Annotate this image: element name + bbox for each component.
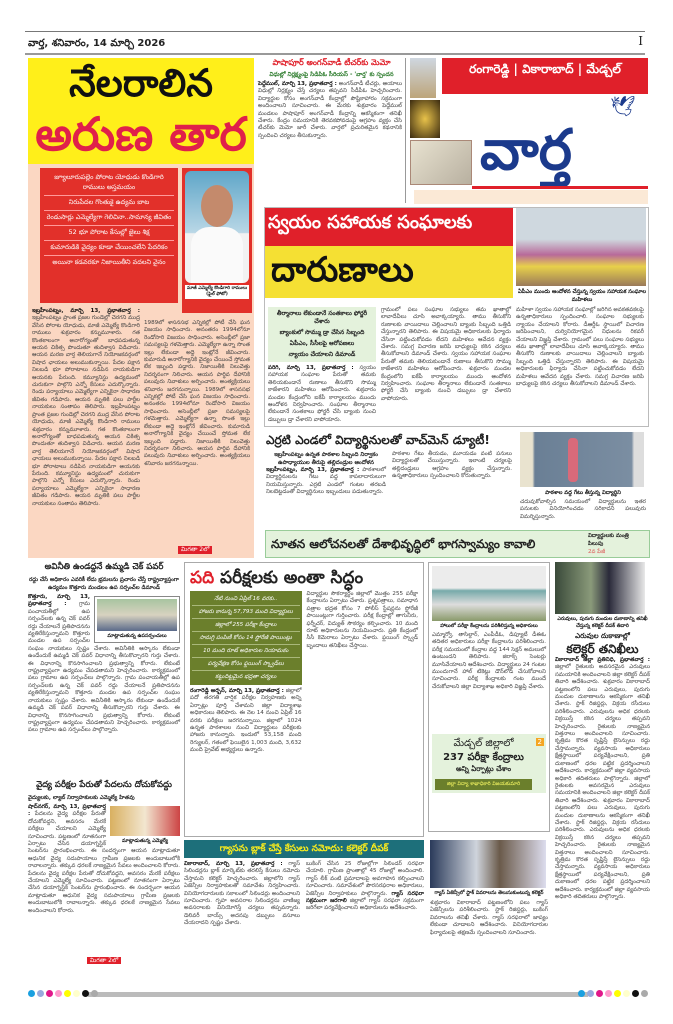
tenth-story — [184, 562, 424, 837]
page-marker: I — [638, 34, 643, 48]
gas-body-col-1: వికారాబాద్, మార్చి 13, ప్రభాతవార్త : గ్యాస్ సిలిండర్లను బ్లాక్ మార్కెట్‌కు తరలిస్తే కేసులు నమోదు చేస్తామని కలెక్టర్ హెచ్చరించారు. జిల్లాలోని గ్యాస్ ఏజెన్సీల నిర్వాహకులతో సమావేశం నిర్వహించారు. వినియోగదారులకు సకాలంలో సిలిండర్లు అందించాలని సూచించారు. గృహ అవసరాల సిలిండర్లను వాణిజ్య అవసరాలకు వినియోగిస్తే చర్యలు తప్పవన్నారు. డెలివరీ బాయ్స్ అదనపు డబ్బులు వసూలు చేయరాదని స్పష్టం చేశారు. — [184, 861, 301, 927]
station-image — [410, 140, 472, 185]
page-dateline: వార్త, శనివారం, 14 మార్చి 2026 — [28, 38, 166, 49]
lead-photo-caption: మాజీ ఎమ్మెల్యే కొండిగారి రాములు (ఫైల్ ఫోటో) — [186, 286, 248, 297]
fertilizer-story — [555, 562, 650, 977]
lead-story — [28, 58, 254, 558]
shg-sidebar: తీర్మానాలు లేకుండానే సంతకాలు ఫోర్జరీ చేశారు బ్యాంకులో సొమ్ము డ్రా చేసిన సిబ్బంది ఏపీఎం, సీసీలపై ఆరోపణలు న్యాయం చేయాలని డిమాండ్ — [268, 307, 376, 362]
lead-bullets — [40, 168, 178, 303]
check-power-story — [28, 562, 180, 776]
vaartha-logo: వార్త — [480, 118, 572, 183]
lead-continued-tag: మిగతా 2లో — [178, 546, 212, 554]
medical-subhead: వైద్యులకు, ల్యాబ్ నిర్వాహకులకు ఎమ్మెల్యే హితవు — [28, 795, 135, 801]
gas-headline: గ్యాసను బ్లాక్ చేస్తే కేసులు నమోదు: కలెక్టర్ దీపక్ — [184, 840, 424, 858]
gas-body-col-2: బుకింగ్ చేసిన 25 రోజుల్లోగా సిలిండర్ సరఫరా చేయాలి. గ్రామీణ ప్రాంతాల్లో 45 రోజుల్లో అందించాలి. గ్యాస్ లీక్ వంటి ప్రమాదాలపై అవగాహన కల్పించాలని సూచించారు. సమావేశంలో పౌరసరఫరాల అధికారులు, ఏజెన్సీల నిర్వాహకులు పాల్గొన్నారు. గ్యాస్ సరఫరా సక్రమంగా జరగాలి జిల్లాలో గ్యాస్ సరఫరా సక్రమంగా జరిగేలా పర్యవేక్షించాలని అధికారులను ఆదేశించారు. — [306, 861, 424, 912]
watchman-photo-caption: పాఠశాల వద్ద గేటు తీస్తున్న విద్యార్థిని — [545, 490, 621, 496]
gas-photo-caption: గ్యాస్ ఏజెన్సీలో స్టాక్ వివరాలను తెలుసుకుంటున్న కలెక్టర్ — [434, 890, 544, 896]
shg-body-col-2: గ్రామంలో పలు సంఘాల సభ్యులు తమ ఖాతాల్లో లావాదేవీలు చూసి అవాక్కయ్యారు. తాము తీసుకోని రుణాలకు వాయిదాలు చెల్లించాలని బ్యాంకు సిబ్బంది ఒత్తిడి చేస్తున్నారని తెలిపారు. ఈ విషయమై అధికారులకు ఫిర్యాదు చేసినా పట్టించుకోవడం లేదని మహిళలు ఆవేదన వ్యక్తం చేశారు. సమగ్ర విచారణ జరిపి బాధ్యులపై కఠిన చర్యలు తీసుకోవాలని డిమాండ్ చేశారు. స్వయం సహాయక సంఘాల పేరుతో తమకు తెలియకుండానే రుణాలు తీసుకొని సొమ్ము కాజేశారని మహిళలు ఆరోపించారు. శుక్రవారం మండల కేంద్రంలోని ఐకేపీ కార్యాలయం ముందు ఆందోళన నిర్వహించారు. సంఘాల తీర్మానాలు లేకుండానే సంతకాలు ఫోర్జరీ చేసి బ్యాంకు నుంచి డబ్బులు డ్రా చేశారని వాపోయారు. — [381, 307, 511, 402]
fertilizer-body: వికారాబాద్ జిల్లా ప్రతినిధి, ప్రభాతవార్త : జిల్లాలో రైతులకు అవసరమైన ఎరువులు సమయానికి అందించాలని జిల్లా కలెక్టర్ దీపక్ తివారి ఆదేశించారు. శుక్రవారం వికారాబాద్ పట్టణంలోని పలు ఎరువులు, పురుగు మందుల దుకాణాలను ఆకస్మికంగా తనిఖీ చేశారు. స్టాక్ రిజిస్టర్లు, విక్రయ రసీదులు పరిశీలించారు. ఎరువులను అధిక ధరలకు విక్రయిస్తే కఠిన చర్యలు తప్పవని హెచ్చరించారు. రైతులకు నాణ్యమైన విత్తనాలు అందించాలని సూచించారు. కృత్రిమ కొరత సృష్టిస్తే లైసెన్సులు రద్దు చేస్తామన్నారు. వ్యవసాయ అధికారులు క్షేత్రస్థాయిలో పర్యవేక్షించాలని, ప్రతి దుకాణంలో ధరల పట్టిక ప్రదర్శించాలని ఆదేశించారు. కార్యక్రమంలో జిల్లా వ్యవసాయ అధికారి తదితరులు పాల్గొన్నారు. జిల్లాలో రైతులకు అవసరమైన ఎరువులు సమయానికి అందించాలని జిల్లా కలెక్టర్ దీపక్ తివారి ఆదేశించారు. శుక్రవారం వికారాబాద్ పట్టణంలోని పలు ఎరువులు, పురుగు మందుల దుకాణాలను ఆకస్మికంగా తనిఖీ చేశారు. స్టాక్ రిజిస్టర్లు, విక్రయ రసీదులు పరిశీలించారు. ఎరువులను అధిక ధరలకు విక్రయిస్తే కఠిన చర్యలు తప్పవని హెచ్చరించారు. రైతులకు నాణ్యమైన విత్తనాలు అందించాలని సూచించారు. కృత్రిమ కొరత సృష్టిస్తే లైసెన్సులు రద్దు చేస్తామన్నారు. వ్యవసాయ అధికారులు క్షేత్రస్థాయిలో పర్యవేక్షించాలని, ప్రతి దుకాణంలో ధరల పట్టిక ప్రదర్శించాలని ఆదేశించారు. కార్యక్రమంలో జిల్లా వ్యవసాయ అధికారి తదితరులు పాల్గొన్నారు. — [555, 657, 650, 900]
lead-body-col-2: 1989లో శాసనసభ ఎన్నికల్లో పోటీ చేసి ఘన విజయం సాధించారు. అనంతరం 1994లోనూ రెండోసారి విజయం సాధించారు. అసెంబ్లీలో ప్రజా సమస్యలపై గళమెత్తారు. ఎమ్మెల్యేగా ఉన్నా సొంత ఇల్లు లేకుండా అద్దె ఇంట్లోనే జీవించారు. కుమారుడి అనారోగ్యానికి వైద్యం చేయించే స్తోమత లేక ఇబ్బంది పడ్డారు. నిజాయితీకి నిలువెత్తు నిదర్శనంగా నిలిచారు. ఆయన పార్థివ దేహానికి పలువురు నివాళులు అర్పించారు. అంత్యక్రియలు శనివారం జరగనున్నాయి. 1989లో శాసనసభ ఎన్నికల్లో పోటీ చేసి ఘన విజయం సాధించారు. అనంతరం 1994లోనూ రెండోసారి విజయం సాధించారు. అసెంబ్లీలో ప్రజా సమస్యలపై గళమెత్తారు. ఎమ్మెల్యేగా ఉన్నా సొంత ఇల్లు లేకుండా అద్దె ఇంట్లోనే జీవించారు. కుమారుడి అనారోగ్యానికి వైద్యం చేయించే స్తోమత లేక ఇబ్బంది పడ్డారు. నిజాయితీకి నిలువెత్తు నిదర్శనంగా నిలిచారు. ఆయన పార్థివ దేహానికి పలువురు నివాళులు అర్పించారు. అంత్యక్రియలు శనివారం జరగనున్నాయి. — [144, 320, 250, 467]
shg-photo-caption: ఏపీఎం ముందు ఆందోళన చేస్తున్న స్వయం సహాయక సంఘాల మహిళలు — [517, 289, 647, 303]
medical-story — [28, 780, 180, 978]
watchman-body-col-2: పాఠశాల గేటు తీయడం, మూయడం వంటి పనులు విద్యార్థులతో చేయిస్తున్నారు. ఇలాంటి చర్యలపై తల్లిదండ్రులు ఆగ్రహం వ్యక్తం చేస్తున్నారు. ఉన్నతాధికారులు స్పందించాలని కోరుతున్నారు. — [392, 451, 512, 480]
dove-icon: 🕊 — [610, 94, 636, 118]
exam-hall-caption: హాలులో పరీక్షా కేంద్రాలను పరిశీలిస్తున్న అధికారులు — [440, 623, 538, 629]
check-power-photo: మాట్లాడుతున్న ఉపసర్పంచులు — [94, 596, 180, 643]
medical-body: మాట్లాడుతున్న ఎమ్మెల్యే షాద్‌నగర్, మార్చి 13, ప్రభాతవార్త : పేదలను వైద్య పరీక్షల పేరుతో దోచుకోవద్దని, అవసరం మేరకే పరీక్షలు చేయాలని ఎమ్మెల్యే సూచించారు. పట్టణంలో నూతనంగా ఏర్పాటు చేసిన డయాగ్నస్టిక్ సెంటర్‌ను ప్రారంభించారు. ఈ సందర్భంగా ఆయన మాట్లాడుతూ ఆధునిక వైద్య సదుపాయాలు గ్రామీణ ప్రజలకు అందుబాటులోకి రావాలన్నారు. తక్కువ ధరలకే నాణ్యమైన సేవలు అందించాలని కోరారు. పేదలను వైద్య పరీక్షల పేరుతో దోచుకోవద్దని, అవసరం మేరకే పరీక్షలు చేయాలని ఎమ్మెల్యే సూచించారు. పట్టణంలో నూతనంగా ఏర్పాటు చేసిన డయాగ్నస్టిక్ సెంటర్‌ను ప్రారంభించారు. ఈ సందర్భంగా ఆయన మాట్లాడుతూ ఆధునిక వైద్య సదుపాయాలు గ్రామీణ ప్రజలకు అందుబాటులోకి రావాలన్నారు. తక్కువ ధరలకే నాణ్యమైన సేవలు అందించాలని కోరారు. — [28, 804, 180, 914]
watchman-subhead: ఇబ్రహీంపట్నం ఉన్నత పాఠశాల సిబ్బంది నిర్వాకం ఉపాధ్యాయుల తీరుపై తల్లిదండ్రుల ఆందోళన — [274, 452, 378, 466]
nutana-banner — [265, 530, 650, 558]
tenth-headline: పది పరీక్షలకు అంతా సిద్ధం — [190, 568, 364, 588]
lead-bullet: అయినా కడవరకూ నిజాయితీని వదలని వైనం — [52, 258, 166, 266]
fertilizer-kicker: ఎరువుల దుకాణాల్లో — [575, 632, 630, 640]
memo-story — [258, 58, 406, 203]
watchman-body-col-3: చదువుకోవాల్సిన సమయంలో విద్యార్థులను ఇతర పనులకు వినియోగించడం సరికాదని పలువురు విమర్శిస్తున్నారు. — [520, 499, 646, 520]
medical-headline: వైద్య పరీక్షల పేరుతో పేదలను దోచుకోవద్దు — [36, 780, 172, 790]
medchal-box: మేడ్చల్ జిల్లాలో 237 పరీక్షా కేంద్రాలు అన్ని ఏర్పాట్లు చేశాం జిల్లా విద్యా శాఖాధికారి విజయకుమారి 2 — [432, 734, 546, 793]
tenth-body-col-1: రంగారెడ్డి అర్బన్, మార్చి 13, ప్రభాతవార్త : జిల్లాలో పదో తరగతి వార్షిక పరీక్షల నిర్వహణకు అన్ని ఏర్పాట్లు పూర్తి చేశామని జిల్లా విద్యాశాఖ అధికారులు తెలిపారు. ఈ నెల 14 నుంచి ఏప్రిల్ 16 వరకు పరీక్షలు జరగనున్నాయి. జిల్లాలో 1024 ఉన్నత పాఠశాలల నుంచి విద్యార్థులు పరీక్షలకు హాజరు కానున్నారు. ఇందులో 53,158 మంది రెగ్యులర్, గతంలో ఫెయిలైన 1,003 మంది, 3,632 మంది ప్రైవేట్ అభ్యర్థులు ఉన్నారు. — [190, 688, 302, 754]
tenth-highlights-box: నేటి నుంచి ఏప్రిల్ 16 వరకు.. హాజరు కానున్న 57,793 మంది విద్యార్థులు జిల్లాలో 255 పరీక్షా కేంద్రాలు సామగ్రి పంపిణీ కోసం 14 స్టోరేజీ పాయింట్లు 10 మంది రూట్ అధికారుల నియామకం పర్యవేక్షణ కోసం ఫ్లయింగ్ స్క్వాడ్‌లు కట్టుదిట్టమైన భద్రతా చర్యలు — [190, 591, 302, 685]
idol-image — [410, 100, 440, 138]
lead-photo — [182, 168, 252, 313]
exam-hall-body: ఎమ్మార్వో, తాసిల్దార్, ఎంపీడీఓ, డిప్యూటీ డీఈఓ తదితర అధికారులు పరీక్షా కేంద్రాలను పరిశీలించారు. పరీక్ష సమయంలో కేంద్రాల వద్ద 144 సెక్షన్ అమలులో ఉంటుందని తెలిపారు. జిరాక్స్ సెంటర్లు మూసివేయాలని ఆదేశించారు. విద్యార్థులు 24 గంటల ముందుగానే హాల్ టికెట్లు డౌన్‌లోడ్ చేసుకోవాలని సూచించారు. పరీక్ష కేంద్రాలకు గంట ముందే చేరుకోవాలని జిల్లా విద్యాశాఖ అధికారి విజ్ఞప్తి చేశారు. — [432, 632, 546, 690]
nutana-page-ref: 2వ పేజీ — [588, 549, 606, 555]
memo-headline: పాషాపూర్ అంగన్‌వాడీ టీచర్‌కు మెమో — [272, 58, 391, 67]
lead-headline-1: నేలరాలిన — [69, 61, 213, 105]
watchman-photo — [520, 432, 644, 487]
lead-headline-2: అరుణ తార — [35, 107, 247, 161]
check-power-subhead: రద్దు చేసే అధికారం ఎవరికీ లేదు భ్రమలను ప్రచారం చేస్తే రాష్ట్రవ్యాప్తంగా ఉద్యమం కొత్తూరు మండలం ఉప సర్పంచ్‌ల డిమాండ్ — [28, 577, 179, 591]
watchman-body-col-1: ఇబ్రహీంపట్నం, మార్చి 13, ప్రభాతవార్త : పాఠశాలలో విద్యార్థినులను గేటు వద్ద కాపలాదారులుగా నియమిస్తున్నారు. ఎర్రటి ఎండలో గంటల తరబడి నిలబెట్టడంతో విద్యార్థినులు ఇబ్బందులు పడుతున్నారు. — [266, 467, 386, 496]
lead-bullet: కుమారుడికి వైద్యం కూడా చేయించలేని పేదరికం — [44, 241, 174, 256]
shg-body-col-1: పరిగి, మార్చి 13, ప్రభాతవార్త : స్వయం సహాయక సంఘాల పేరుతో తమకు తెలియకుండానే రుణాలు తీసుకొని సొమ్ము కాజేశారని మహిళలు ఆరోపించారు. శుక్రవారం మండల కేంద్రంలోని ఐకేపీ కార్యాలయం ముందు ఆందోళన నిర్వహించారు. సంఘాల తీర్మానాలు లేకుండానే సంతకాలు ఫోర్జరీ చేసి బ్యాంకు నుంచి డబ్బులు డ్రా చేశారని వాపోయారు. — [268, 365, 377, 423]
shg-headline-2: దారుణాలు — [265, 246, 513, 298]
lead-bullet: రెండుసార్లు ఎమ్మెల్యేగా గెలిచినా..సామాన్య జీవితం — [44, 211, 174, 226]
shg-body-col-3: మహిళా స్వయం సహాయక సంఘాల్లో జరిగిన అవకతవకలపై ఉన్నతాధికారులు స్పందించాలి. సంఘాల సభ్యులకు న్యాయం చేయాలని కోరారు. డీఆర్డీఓ స్థాయిలో విచారణ జరిపించాలని, దుర్వినియోగమైన నిధులను రికవరీ చేయాలని విజ్ఞప్తి చేశారు. గ్రామంలో పలు సంఘాల సభ్యులు తమ ఖాతాల్లో లావాదేవీలు చూసి అవాక్కయ్యారు. తాము తీసుకోని రుణాలకు వాయిదాలు చెల్లించాలని బ్యాంకు సిబ్బంది ఒత్తిడి చేస్తున్నారని తెలిపారు. ఈ విషయమై అధికారులకు ఫిర్యాదు చేసినా పట్టించుకోవడం లేదని మహిళలు ఆవేదన వ్యక్తం చేశారు. సమగ్ర విచారణ జరిపి బాధ్యులపై కఠిన చర్యలు తీసుకోవాలని డిమాండ్ చేశారు. — [516, 307, 645, 388]
nutana-side: విద్యార్థులకు మంత్రి పిలుపు — [588, 533, 629, 547]
districts-band: రంగారెడ్డి | వికారాబాద్ | మేడ్చల్ — [442, 58, 648, 94]
fertilizer-photo — [555, 562, 645, 614]
masthead — [410, 58, 648, 203]
fertilizer-caption: ఎరువులు, పురుగు మందుల దుకాణాన్ని తనిఖీ చేస్తున్న కలెక్టర్ దీపక్ తివారి — [557, 616, 648, 629]
lead-bullet: జ్యూలూరుపల్లెం పోరాట యోధుడు కొండిగారి రాములు అస్తమయం — [44, 171, 174, 196]
gas-body-col-3: శుక్రవారం వికారాబాద్ పట్టణంలోని పలు గ్యాస్ ఏజెన్సీలను పరిశీలించారు. స్టాక్ రిజిస్టర్లు, బుకింగ్ వివరాలను తనిఖీ చేశారు. గ్యాస్ సరఫరాలో జాప్యం లేకుండా చూడాలని ఆదేశించారు. వినియోగదారుల ఫిర్యాదులపై తక్షణమే స్పందించాలని సూచించారు. — [430, 900, 548, 936]
watchman-story — [264, 432, 649, 527]
temple-image — [410, 58, 436, 98]
registration-bar — [28, 990, 648, 998]
lead-bullet: 52 భూ పోరాట కేసుల్లో జైలు శిక్ష — [44, 226, 174, 241]
lead-body-col-1: ఇబ్రహీంపట్నం, మార్చి 13, ప్రభాతవార్త : ఇబ్రహీంపట్నం ప్రాంత ప్రజల గుండెల్లో చెరగని ముద్ర వేసిన పోరాట యోధుడు, మాజీ ఎమ్మెల్యే కొండిగారి రాములు శుక్రవారం కన్నుమూశారు. గత కొంతకాలంగా అనారోగ్యంతో బాధపడుతున్న ఆయన చికిత్స పొందుతూ తుదిశ్వాస విడిచారు. ఆయన మరణ వార్త తెలియగానే నియోజకవర్గంలో విషాద ఛాయలు అలుముకున్నాయి. పేదల పక్షాన నిలబడి భూ పోరాటాలు నడిపిన నాయకుడిగా ఆయనకు పేరుంది. కమ్యూనిస్టు ఉద్యమంలో చురుకుగా పాల్గొని ఎన్నో కేసులు ఎదుర్కొన్నారు. రెండు పర్యాయాలు ఎమ్మెల్యేగా ఎన్నికైనా సాధారణ జీవితం గడిపారు. ఆయన మృతికి పలు పార్టీల నాయకులు సంతాపం తెలిపారు. ఇబ్రహీంపట్నం ప్రాంత ప్రజల గుండెల్లో చెరగని ముద్ర వేసిన పోరాట యోధుడు, మాజీ ఎమ్మెల్యే కొండిగారి రాములు శుక్రవారం కన్నుమూశారు. గత కొంతకాలంగా అనారోగ్యంతో బాధపడుతున్న ఆయన చికిత్స పొందుతూ తుదిశ్వాస విడిచారు. ఆయన మరణ వార్త తెలియగానే నియోజకవర్గంలో విషాద ఛాయలు అలుముకున్నాయి. పేదల పక్షాన నిలబడి భూ పోరాటాలు నడిపిన నాయకుడిగా ఆయనకు పేరుంది. కమ్యూనిస్టు ఉద్యమంలో చురుకుగా పాల్గొని ఎన్నో కేసులు ఎదుర్కొన్నారు. రెండు పర్యాయాలు ఎమ్మెల్యేగా ఎన్నికైనా సాధారణ జీవితం గడిపారు. ఆయన మృతికి పలు పార్టీల నాయకులు సంతాపం తెలిపారు. — [32, 308, 141, 507]
lead-bullet: నిరుపేదల గొంతుకై ఉద్యమ బాట — [44, 196, 174, 211]
medical-continued-tag: మిగతా 2లో — [87, 957, 121, 964]
tenth-body-col-2: విద్యార్థుల సౌకర్యార్థం జిల్లాలో మొత్తం 255 పరీక్షా కేంద్రాలను ఏర్పాటు చేశారు. ప్రశ్నపత్రాలు, సమాధాన పత్రాల భద్రత కోసం 7 పోలీస్ స్టేషన్లను స్టోరేజీ పాయింట్లుగా గుర్తించారు. పరీక్ష కేంద్రాల్లో తాగునీరు, ఫర్నీచర్, విద్యుత్ సౌకర్యం కల్పించారు. 10 మంది రూట్ అధికారులను నియమించారు. ప్రతి కేంద్రంలో సీసీ కెమెరాలు ఏర్పాటు చేశారు. ఫ్లయింగ్ స్క్వాడ్ బృందాలు తనిఖీలు చేస్తాయి. — [306, 591, 418, 649]
nutana-headline: నూతన ఆలోచనలతో దేశాభివృద్ధిలో భాగస్వామ్యం కావాలి — [271, 536, 536, 551]
watchman-headline: ఎర్రటి ఎండలో విద్యార్థినులతో వాచ్‌మెన్ డ్యూటీ! — [266, 433, 490, 447]
check-power-headline: అవినీతి ఉండద్దనే ఉమ్మడి చెక్ పవర్ — [44, 562, 164, 572]
shg-photo — [516, 208, 646, 286]
exam-hall-photo — [432, 566, 546, 621]
gas-story — [184, 840, 550, 980]
memo-body: పెద్దేముల్, మార్చి 13, ప్రభాతవార్త : అంగన్‌వాడీ టీచర్లు, ఆయాలు విధుల్లో నిర్లక్ష్యం చేస్తే చర్యలు తప్పవని సీడీపీఓ హెచ్చరించారు. విద్యార్థుల కోసం అంగన్‌వాడీ కేంద్రాల్లో పౌష్టికాహారం సక్రమంగా అందించాలని సూచించారు. ఈ మేరకు శుక్రవారం పెద్దేముల్ మండలం పాషాపూర్ అంగన్‌వాడీ కేంద్రాన్ని ఆకస్మికంగా తనిఖీ చేశారు. కేంద్రం సమయానికి తెరవకపోవడంపై ఆగ్రహం వ్యక్తం చేసి టీచర్‌కు మెమో జారీ చేశారు. వార్తలో ప్రచురితమైన కథనానికి స్పందించి చర్యలు తీసుకున్నారు. — [258, 81, 403, 139]
exam-hall-story — [428, 562, 550, 832]
memo-subhead: విధుల్లో నిర్లక్ష్యంపై సిడిపిఓ సీరియస్ - 'వార్త' కు స్పందన — [269, 72, 394, 78]
shg-headline-1: స్వయం సహాయక సంఘాలకు — [265, 208, 513, 246]
gas-photo — [430, 840, 546, 888]
shg-story — [264, 207, 649, 427]
check-power-body: మాట్లాడుతున్న ఉపసర్పంచులు కొత్తూరు, మార్చి 13, ప్రభాతవార్త : గ్రామ పంచాయతీల్లో ఉప సర్పంచ్‌లకు ఉన్న చెక్ పవర్ రద్దు చేయాలనే ప్రతిపాదనను వ్యతిరేకిస్తున్నామని కొత్తూరు మండల ఉప సర్పంచ్‌ల సంఘం నాయకులు స్పష్టం చేశారు. అవినీతికి ఆస్కారం లేకుండా ఉండేందుకే ఉమ్మడి చెక్ పవర్ విధానాన్ని తీసుకొచ్చారని గుర్తు చేశారు. ఈ విధానాన్ని కొనసాగించాలని ప్రభుత్వాన్ని కోరారు. లేకుంటే రాష్ట్రవ్యాప్తంగా ఉద్యమం చేపడతామని హెచ్చరించారు. కార్యక్రమంలో పలు గ్రామాల ఉప సర్పంచ్‌లు పాల్గొన్నారు. గ్రామ పంచాయతీల్లో ఉప సర్పంచ్‌లకు ఉన్న చెక్ పవర్ రద్దు చేయాలనే ప్రతిపాదనను వ్యతిరేకిస్తున్నామని కొత్తూరు మండల ఉప సర్పంచ్‌ల సంఘం నాయకులు స్పష్టం చేశారు. అవినీతికి ఆస్కారం లేకుండా ఉండేందుకే ఉమ్మడి చెక్ పవర్ విధానాన్ని తీసుకొచ్చారని గుర్తు చేశారు. ఈ విధానాన్ని కొనసాగించాలని ప్రభుత్వాన్ని కోరారు. లేకుంటే రాష్ట్రవ్యాప్తంగా ఉద్యమం చేపడతామని హెచ్చరించారు. కార్యక్రమంలో పలు గ్రామాల ఉప సర్పంచ్‌లు పాల్గొన్నారు. — [28, 594, 181, 734]
medical-photo: మాట్లాడుతున్న ఎమ్మెల్యే — [110, 806, 180, 845]
fertilizer-headline: కలెక్టర్ తనిఖీలు — [566, 642, 639, 656]
